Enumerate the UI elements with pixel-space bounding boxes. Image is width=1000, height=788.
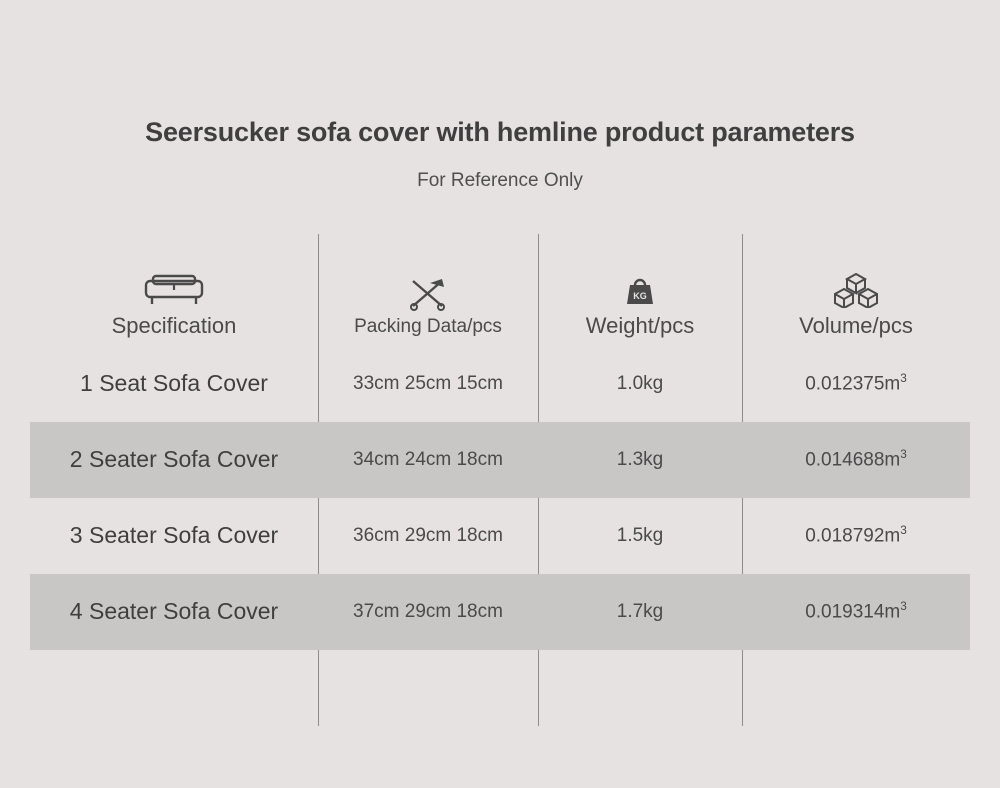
ruler-scissors-icon bbox=[322, 271, 534, 311]
cell-volume-exponent: 3 bbox=[900, 524, 907, 538]
table-row bbox=[30, 574, 970, 650]
cell-volume-value: 0.012375m bbox=[805, 373, 901, 395]
cell-specification: 2 Seater Sofa Cover bbox=[69, 446, 279, 473]
cell-volume-exponent: 3 bbox=[900, 448, 907, 462]
cell-volume bbox=[742, 372, 970, 395]
cell-packing: 34cm 24cm 18cm bbox=[353, 448, 503, 470]
header-label-volume: Volume/pcs bbox=[799, 312, 913, 338]
cell-volume bbox=[742, 524, 970, 547]
cell-packing: 36cm 29cm 18cm bbox=[353, 524, 503, 546]
cell-volume-exponent: 3 bbox=[900, 372, 907, 386]
svg-text:KG: KG bbox=[633, 290, 647, 301]
header-cell-weight bbox=[538, 268, 742, 346]
header-cell-volume bbox=[742, 268, 970, 346]
parameters-table bbox=[30, 234, 970, 734]
page-title: Seersucker sofa cover with hemline product parameters bbox=[145, 117, 855, 147]
weight-kg-icon bbox=[542, 268, 738, 308]
header-label-specification: Specification bbox=[111, 312, 237, 338]
cell-weight: 1.5kg bbox=[616, 524, 664, 546]
cell-specification: 4 Seater Sofa Cover bbox=[69, 598, 279, 625]
cell-volume-value: 0.019314m bbox=[805, 601, 901, 623]
cell-weight: 1.3kg bbox=[616, 448, 664, 470]
header-label-weight: Weight/pcs bbox=[585, 312, 695, 338]
table-row bbox=[30, 346, 970, 422]
cell-volume bbox=[742, 600, 970, 623]
cell-packing: 37cm 29cm 18cm bbox=[353, 600, 503, 622]
cell-packing: 33cm 25cm 15cm bbox=[353, 372, 503, 394]
header-label-packing: Packing Data/pcs bbox=[354, 315, 502, 337]
header-cell-specification bbox=[30, 268, 318, 346]
cell-volume-value: 0.018792m bbox=[805, 525, 901, 547]
header-cell-packing bbox=[318, 271, 538, 346]
cell-volume bbox=[742, 448, 970, 471]
cell-weight: 1.7kg bbox=[616, 600, 664, 622]
cell-specification: 1 Seat Sofa Cover bbox=[80, 370, 268, 397]
table-row bbox=[30, 422, 970, 498]
sofa-icon bbox=[34, 268, 314, 308]
table-bottom-spacer bbox=[30, 650, 970, 726]
cell-weight: 1.0kg bbox=[616, 372, 664, 394]
boxes-icon bbox=[746, 268, 966, 308]
table-row bbox=[30, 498, 970, 574]
cell-volume-value: 0.014688m bbox=[805, 449, 901, 471]
cell-volume-exponent: 3 bbox=[900, 600, 907, 614]
table-header-row bbox=[30, 234, 970, 346]
page-subtitle: For Reference Only bbox=[417, 169, 583, 191]
cell-specification: 3 Seater Sofa Cover bbox=[69, 522, 279, 549]
